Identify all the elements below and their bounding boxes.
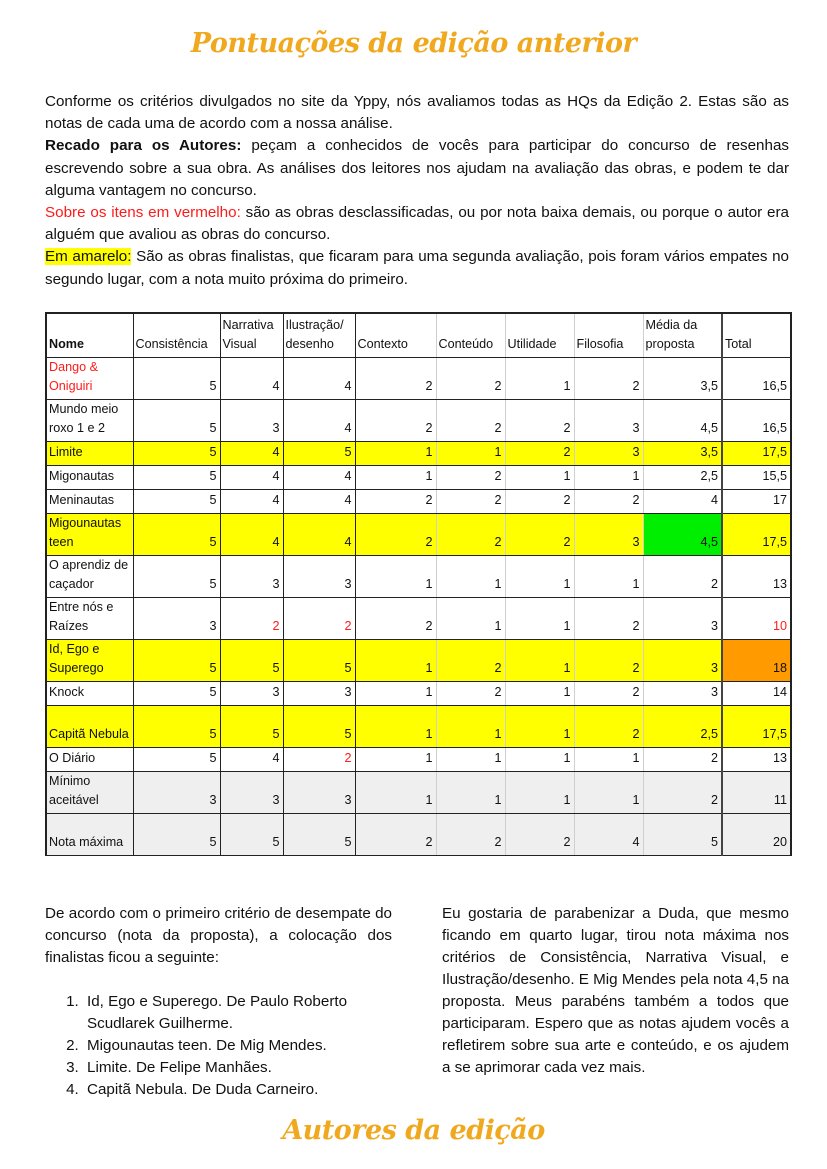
score-cell: 4,5 [643, 514, 722, 556]
score-cell: 2 [574, 640, 643, 682]
score-cell: 1 [355, 556, 436, 598]
work-name-cell: Limite [46, 442, 133, 466]
table-row [46, 640, 791, 682]
score-cell: 3,5 [643, 442, 722, 466]
score-cell: 2 [643, 556, 722, 598]
column-header: Média da proposta [643, 313, 722, 358]
score-cell: 17 [722, 490, 791, 514]
yellow-items-note [45, 246, 789, 290]
work-name-cell: Nota máxima [46, 814, 133, 856]
red-items-note [45, 202, 789, 246]
score-cell: 2 [355, 400, 436, 442]
score-cell: 4 [220, 748, 283, 772]
red-items-label: Sobre os itens em vermelho: [45, 204, 241, 222]
score-cell: 4 [283, 514, 355, 556]
work-name-cell: O Diário [46, 748, 133, 772]
score-cell: 1 [505, 598, 574, 640]
score-cell: 4 [283, 466, 355, 490]
ranking-item: 2. Migounautas teen. De Mig Mendes. [83, 1035, 392, 1057]
score-cell: 3 [643, 598, 722, 640]
score-cell: 16,5 [722, 400, 791, 442]
score-cell: 1 [505, 748, 574, 772]
work-name-cell: Dango & Oniguiri [46, 358, 133, 400]
score-cell: 5 [133, 466, 220, 490]
column-header: Filosofia [574, 313, 643, 358]
score-cell: 5 [283, 706, 355, 748]
score-cell: 17,5 [722, 706, 791, 748]
score-cell: 2 [643, 772, 722, 814]
score-cell: 4 [220, 466, 283, 490]
table-row [46, 814, 791, 856]
score-cell: 5 [133, 490, 220, 514]
score-cell: 11 [722, 772, 791, 814]
score-cell: 3 [220, 400, 283, 442]
score-cell: 2 [436, 814, 505, 856]
table-row [46, 556, 791, 598]
column-header: Ilustração/ desenho [283, 313, 355, 358]
congratulations-text: Eu gostaria de parabenizar a Duda, que mesmo ficando em quarto lugar, tirou nota máxima nos critérios de Consistência, Narrativa Visual, e Ilustração/desenho. E Mig Mendes pela nota 4,5 na proposta. Meus parabéns também a todos que participaram. Espero que as notas ajudem vocês a refletirem sobre sua arte e conteúdo, e os ajudem a se aprimorar cada vez mais. [442, 905, 790, 1076]
score-cell: 1 [574, 556, 643, 598]
score-cell: 1 [355, 442, 436, 466]
score-cell: 2 [574, 490, 643, 514]
score-cell: 5 [220, 640, 283, 682]
score-cell: 2,5 [643, 466, 722, 490]
score-cell: 2 [436, 400, 505, 442]
score-cell: 2 [436, 466, 505, 490]
score-cell: 2 [574, 598, 643, 640]
work-name-cell: O aprendiz de caçador [46, 556, 133, 598]
score-cell: 3 [643, 640, 722, 682]
score-cell: 1 [505, 682, 574, 706]
score-cell: 1 [505, 466, 574, 490]
score-cell: 5 [133, 640, 220, 682]
ranking-section [45, 903, 392, 1101]
score-cell: 20 [722, 814, 791, 856]
score-cell: 3 [133, 772, 220, 814]
score-cell: 1 [355, 682, 436, 706]
score-cell: 4 [220, 442, 283, 466]
score-cell: 2 [505, 490, 574, 514]
score-cell: 5 [133, 748, 220, 772]
score-cell: 5 [133, 400, 220, 442]
intro-text [45, 91, 789, 291]
work-name-cell: Mínimo aceitável [46, 772, 133, 814]
score-cell: 4 [220, 514, 283, 556]
ranking-item: 4. Capitã Nebula. De Duda Carneiro. [83, 1079, 392, 1101]
congratulations-section [442, 903, 789, 1079]
score-cell: 5 [283, 442, 355, 466]
scores-table [45, 312, 792, 856]
work-name-cell: Migonautas [46, 466, 133, 490]
score-cell: 2 [355, 490, 436, 514]
score-cell: 3 [133, 598, 220, 640]
score-cell: 1 [355, 772, 436, 814]
column-header: Contexto [355, 313, 436, 358]
score-cell: 2 [220, 598, 283, 640]
score-cell: 2 [436, 682, 505, 706]
authors-note-label: Recado para os Autores: [45, 137, 242, 155]
score-cell: 4 [574, 814, 643, 856]
score-cell: 4 [220, 490, 283, 514]
table-row [46, 466, 791, 490]
score-cell: 1 [436, 598, 505, 640]
authors-note-text: peçam a conhecidos de vocês para participar do concurso de resenhas escrevendo sobre a sua obra. As análises dos leitores nos ajudam na avaliação das obras, e podem te dar alguma vantagem no concurso. [45, 137, 789, 199]
score-cell: 2 [574, 706, 643, 748]
table-row [46, 514, 791, 556]
work-name-cell: Capitã Nebula [46, 706, 133, 748]
score-cell: 5 [643, 814, 722, 856]
work-name-cell: Knock [46, 682, 133, 706]
score-cell: 2 [436, 640, 505, 682]
table-row [46, 598, 791, 640]
score-cell: 3 [574, 514, 643, 556]
score-cell: 4 [220, 358, 283, 400]
score-cell: 1 [505, 640, 574, 682]
yellow-items-text: São as obras finalistas, que ficaram para uma segunda avaliação, pois foram vários empates no segundo lugar, com a nota muito próxima do primeiro. [45, 248, 789, 288]
score-cell: 3 [283, 682, 355, 706]
work-name-cell: Migounautas teen [46, 514, 133, 556]
score-cell: 1 [436, 772, 505, 814]
score-cell: 5 [133, 682, 220, 706]
ranking-intro: De acordo com o primeiro critério de desempate do concurso (nota da proposta), a colocação dos finalistas ficou a seguinte: [45, 905, 392, 966]
work-name-cell: Mundo meio roxo 1 e 2 [46, 400, 133, 442]
column-header: Nome [46, 313, 133, 358]
score-cell: 1 [574, 466, 643, 490]
score-cell: 3 [283, 556, 355, 598]
score-cell: 5 [283, 814, 355, 856]
score-cell: 1 [355, 466, 436, 490]
score-cell: 5 [133, 442, 220, 466]
intro-paragraph: Conforme os critérios divulgados no site da Yppy, nós avaliamos todas as HQs da Edição 2. Estas são as notas de cada uma de acordo com a nossa análise. [45, 93, 789, 133]
table-row [46, 358, 791, 400]
score-cell: 1 [574, 748, 643, 772]
score-cell: 1 [505, 772, 574, 814]
score-cell: 1 [436, 706, 505, 748]
authors-note [45, 135, 789, 202]
score-cell: 4,5 [643, 400, 722, 442]
score-cell: 2 [283, 598, 355, 640]
score-cell: 5 [133, 814, 220, 856]
column-header: Consistência [133, 313, 220, 358]
score-cell: 3 [643, 682, 722, 706]
score-cell: 3 [574, 442, 643, 466]
score-cell: 5 [133, 556, 220, 598]
score-cell: 2 [283, 748, 355, 772]
score-cell: 4 [283, 490, 355, 514]
score-cell: 17,5 [722, 442, 791, 466]
score-cell: 2 [505, 514, 574, 556]
score-cell: 5 [133, 358, 220, 400]
section-heading: Autores da edição [282, 1115, 545, 1146]
score-cell: 5 [133, 514, 220, 556]
score-cell: 2 [355, 814, 436, 856]
score-cell: 5 [283, 640, 355, 682]
score-cell: 1 [505, 358, 574, 400]
score-cell: 2 [505, 400, 574, 442]
score-cell: 3,5 [643, 358, 722, 400]
yellow-items-label: Em amarelo: [45, 248, 132, 266]
column-header: Narrativa Visual [220, 313, 283, 358]
score-cell: 2,5 [643, 706, 722, 748]
score-cell: 1 [436, 556, 505, 598]
score-cell: 4 [283, 358, 355, 400]
score-cell: 1 [574, 772, 643, 814]
table-row [46, 400, 791, 442]
score-cell: 2 [436, 358, 505, 400]
score-cell: 2 [355, 514, 436, 556]
score-cell: 3 [220, 556, 283, 598]
score-cell: 10 [722, 598, 791, 640]
table-header-row [46, 313, 791, 358]
score-cell: 3 [220, 772, 283, 814]
score-cell: 4 [643, 490, 722, 514]
ranking-item: 1. Id, Ego e Superego. De Paulo Roberto Scudlarek Guilherme. [83, 991, 392, 1035]
score-cell: 1 [355, 748, 436, 772]
red-items-text: são as obras desclassificadas, ou por nota baixa demais, ou porque o autor era alguém que avaliou as obras do concurso. [45, 204, 789, 244]
score-cell: 3 [220, 682, 283, 706]
score-cell: 1 [355, 640, 436, 682]
score-cell: 5 [220, 814, 283, 856]
score-cell: 2 [436, 514, 505, 556]
table-row [46, 706, 791, 748]
table-row [46, 442, 791, 466]
table-row [46, 772, 791, 814]
ranking-item: 3. Limite. De Felipe Manhães. [83, 1057, 392, 1079]
table-row [46, 682, 791, 706]
score-cell: 4 [283, 400, 355, 442]
score-cell: 1 [505, 556, 574, 598]
table-row [46, 490, 791, 514]
score-cell: 2 [436, 490, 505, 514]
score-cell: 1 [436, 748, 505, 772]
score-cell: 18 [722, 640, 791, 682]
work-name-cell: Meninautas [46, 490, 133, 514]
score-cell: 16,5 [722, 358, 791, 400]
page-heading: Pontuações da edição anterior [190, 28, 637, 59]
column-header: Conteúdo [436, 313, 505, 358]
score-cell: 2 [574, 682, 643, 706]
score-cell: 14 [722, 682, 791, 706]
column-header: Total [722, 313, 791, 358]
score-cell: 13 [722, 556, 791, 598]
score-cell: 2 [505, 442, 574, 466]
score-cell: 3 [283, 772, 355, 814]
score-cell: 15,5 [722, 466, 791, 490]
score-cell: 2 [505, 814, 574, 856]
score-cell: 2 [355, 598, 436, 640]
score-cell: 1 [355, 706, 436, 748]
score-cell: 13 [722, 748, 791, 772]
score-cell: 3 [574, 400, 643, 442]
work-name-cell: Entre nós e Raízes [46, 598, 133, 640]
score-cell: 2 [643, 748, 722, 772]
score-cell: 1 [505, 706, 574, 748]
score-cell: 2 [574, 358, 643, 400]
ranking-list [45, 991, 392, 1101]
score-cell: 1 [436, 442, 505, 466]
table-row [46, 748, 791, 772]
score-cell: 5 [133, 706, 220, 748]
work-name-cell: Id, Ego e Superego [46, 640, 133, 682]
column-header: Utilidade [505, 313, 574, 358]
score-cell: 5 [220, 706, 283, 748]
score-cell: 2 [355, 358, 436, 400]
score-cell: 17,5 [722, 514, 791, 556]
